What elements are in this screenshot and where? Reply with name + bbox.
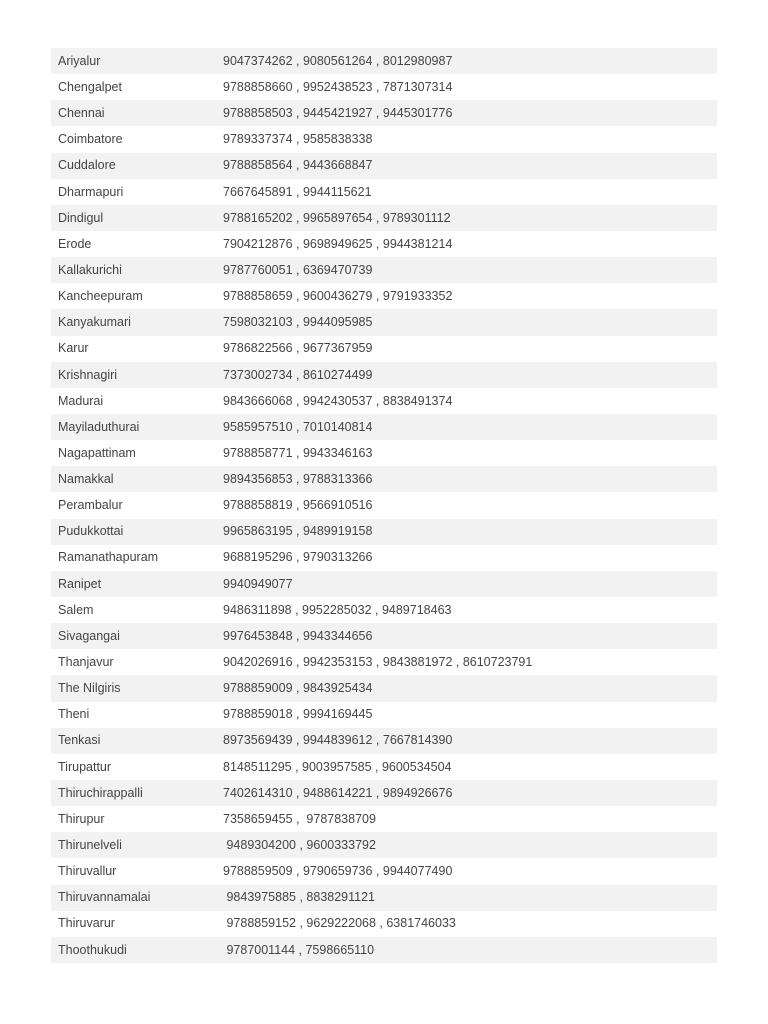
district-name-cell: Thanjavur (58, 655, 114, 670)
district-name-cell: The Nilgiris (58, 681, 121, 696)
table-row (51, 519, 717, 545)
table-row (51, 257, 717, 283)
district-name-cell: Chengalpet (58, 79, 122, 94)
table-row (51, 754, 717, 780)
phone-numbers-cell: 9940949077 (223, 576, 293, 591)
table-row (51, 702, 717, 728)
phone-numbers-cell: 9788858659 , 9600436279 , 9791933352 (223, 289, 453, 304)
phone-numbers-cell: 9688195296 , 9790313266 (223, 550, 373, 565)
phone-numbers-cell: 7904212876 , 9698949625 , 9944381214 (223, 236, 453, 251)
table-row (51, 832, 717, 858)
phone-numbers-cell: 9788859152 , 9629222068 , 6381746033 (223, 916, 456, 931)
district-name-cell: Nagapattinam (58, 445, 136, 460)
phone-numbers-cell: 9789337374 , 9585838338 (223, 132, 373, 147)
table-row (51, 74, 717, 100)
table-row (51, 126, 717, 152)
phone-numbers-cell: 9788859009 , 9843925434 (223, 681, 373, 696)
table-row (51, 336, 717, 362)
district-name-cell: Chennai (58, 106, 105, 121)
phone-numbers-cell: 9788858503 , 9445421927 , 9445301776 (223, 106, 453, 121)
table-row (51, 440, 717, 466)
district-name-cell: Karur (58, 341, 89, 356)
phone-numbers-cell: 9787001144 , 7598665110 (223, 942, 375, 957)
phone-numbers-cell: 9788859509 , 9790659736 , 9944077490 (223, 864, 453, 879)
phone-numbers-cell: 9788858564 , 9443668847 (223, 158, 373, 173)
district-name-cell: Pudukkottai (58, 524, 124, 539)
phone-numbers-cell: 9786822566 , 9677367959 (223, 341, 373, 356)
district-name-cell: Erode (58, 236, 92, 251)
phone-numbers-cell: 9788859018 , 9994169445 (223, 707, 373, 722)
district-name-cell: Kallakurichi (58, 262, 122, 277)
phone-numbers-cell: 9787760051 , 6369470739 (223, 262, 373, 277)
table-row (51, 806, 717, 832)
district-contacts-table (51, 48, 717, 963)
table-row (51, 205, 717, 231)
phone-numbers-cell: 9843975885 , 8838291121 (223, 890, 376, 905)
phone-numbers-cell: 8148511295 , 9003957585 , 9600534504 (223, 759, 452, 774)
phone-numbers-cell: 9585957510 , 7010140814 (223, 419, 373, 434)
table-row (51, 283, 717, 309)
table-row (51, 362, 717, 388)
district-name-cell: Ranipet (58, 576, 102, 591)
district-name-cell: Thirunelveli (58, 838, 122, 853)
district-name-cell: Kanyakumari (58, 315, 131, 330)
table-row (51, 492, 717, 518)
district-name-cell: Theni (58, 707, 90, 722)
district-name-cell: Ramanathapuram (58, 550, 159, 565)
phone-numbers-cell: 9489304200 , 9600333792 (223, 838, 376, 853)
table-row (51, 937, 717, 963)
phone-numbers-cell: 7667645891 , 9944115621 (223, 184, 372, 199)
table-row (51, 858, 717, 884)
table-row (51, 571, 717, 597)
district-name-cell: Thiruvarur (58, 916, 115, 931)
table-row (51, 153, 717, 179)
district-name-cell: Mayiladuthurai (58, 419, 140, 434)
phone-numbers-cell: 7598032103 , 9944095985 (223, 315, 373, 330)
district-name-cell: Tirupattur (58, 759, 112, 774)
district-name-cell: Namakkal (58, 472, 114, 487)
district-name-cell: Cuddalore (58, 158, 116, 173)
district-name-cell: Dharmapuri (58, 184, 124, 199)
table-row (51, 675, 717, 701)
table-row (51, 649, 717, 675)
district-name-cell: Thirupur (58, 811, 105, 826)
table-row (51, 48, 717, 74)
table-row (51, 728, 717, 754)
phone-numbers-cell: 9788858819 , 9566910516 (223, 498, 373, 513)
district-name-cell: Krishnagiri (58, 367, 118, 382)
phone-numbers-cell: 9788165202 , 9965897654 , 9789301112 (223, 210, 451, 225)
phone-numbers-cell: 9843666068 , 9942430537 , 8838491374 (223, 393, 453, 408)
table-row (51, 780, 717, 806)
phone-numbers-cell: 9788858771 , 9943346163 (223, 445, 373, 460)
district-name-cell: Ariyalur (58, 53, 101, 68)
table-row (51, 100, 717, 126)
phone-numbers-cell: 9042026916 , 9942353153 , 9843881972 , 8610723791 (223, 655, 533, 670)
district-name-cell: Madurai (58, 393, 104, 408)
table-row (51, 231, 717, 257)
district-name-cell: Dindigul (58, 210, 104, 225)
phone-numbers-cell: 9976453848 , 9943344656 (223, 628, 373, 643)
table-row (51, 911, 717, 937)
district-name-cell: Sivagangai (58, 628, 120, 643)
district-name-cell: Perambalur (58, 498, 123, 513)
table-row (51, 309, 717, 335)
phone-numbers-cell: 7402614310 , 9488614221 , 9894926676 (223, 785, 453, 800)
phone-numbers-cell: 9486311898 , 9952285032 , 9489718463 (223, 602, 452, 617)
table-row (51, 623, 717, 649)
table-row (51, 414, 717, 440)
table-row (51, 179, 717, 205)
phone-numbers-cell: 7373002734 , 8610274499 (223, 367, 373, 382)
phone-numbers-cell: 9965863195 , 9489919158 (223, 524, 373, 539)
table-row (51, 597, 717, 623)
phone-numbers-cell: 7358659455 , 9787838709 (223, 811, 376, 826)
district-name-cell: Salem (58, 602, 94, 617)
district-name-cell: Thiruvallur (58, 864, 117, 879)
district-name-cell: Thiruchirappalli (58, 785, 143, 800)
district-name-cell: Kancheepuram (58, 289, 143, 304)
phone-numbers-cell: 8973569439 , 9944839612 , 7667814390 (223, 733, 453, 748)
phone-numbers-cell: 9894356853 , 9788313366 (223, 472, 373, 487)
district-name-cell: Thiruvannamalai (58, 890, 151, 905)
district-name-cell: Coimbatore (58, 132, 123, 147)
phone-numbers-cell: 9047374262 , 9080561264 , 8012980987 (223, 53, 453, 68)
table-row (51, 388, 717, 414)
table-row (51, 466, 717, 492)
table-row (51, 545, 717, 571)
district-name-cell: Thoothukudi (58, 942, 127, 957)
table-row (51, 885, 717, 911)
phone-numbers-cell: 9788858660 , 9952438523 , 7871307314 (223, 79, 453, 94)
district-name-cell: Tenkasi (58, 733, 101, 748)
